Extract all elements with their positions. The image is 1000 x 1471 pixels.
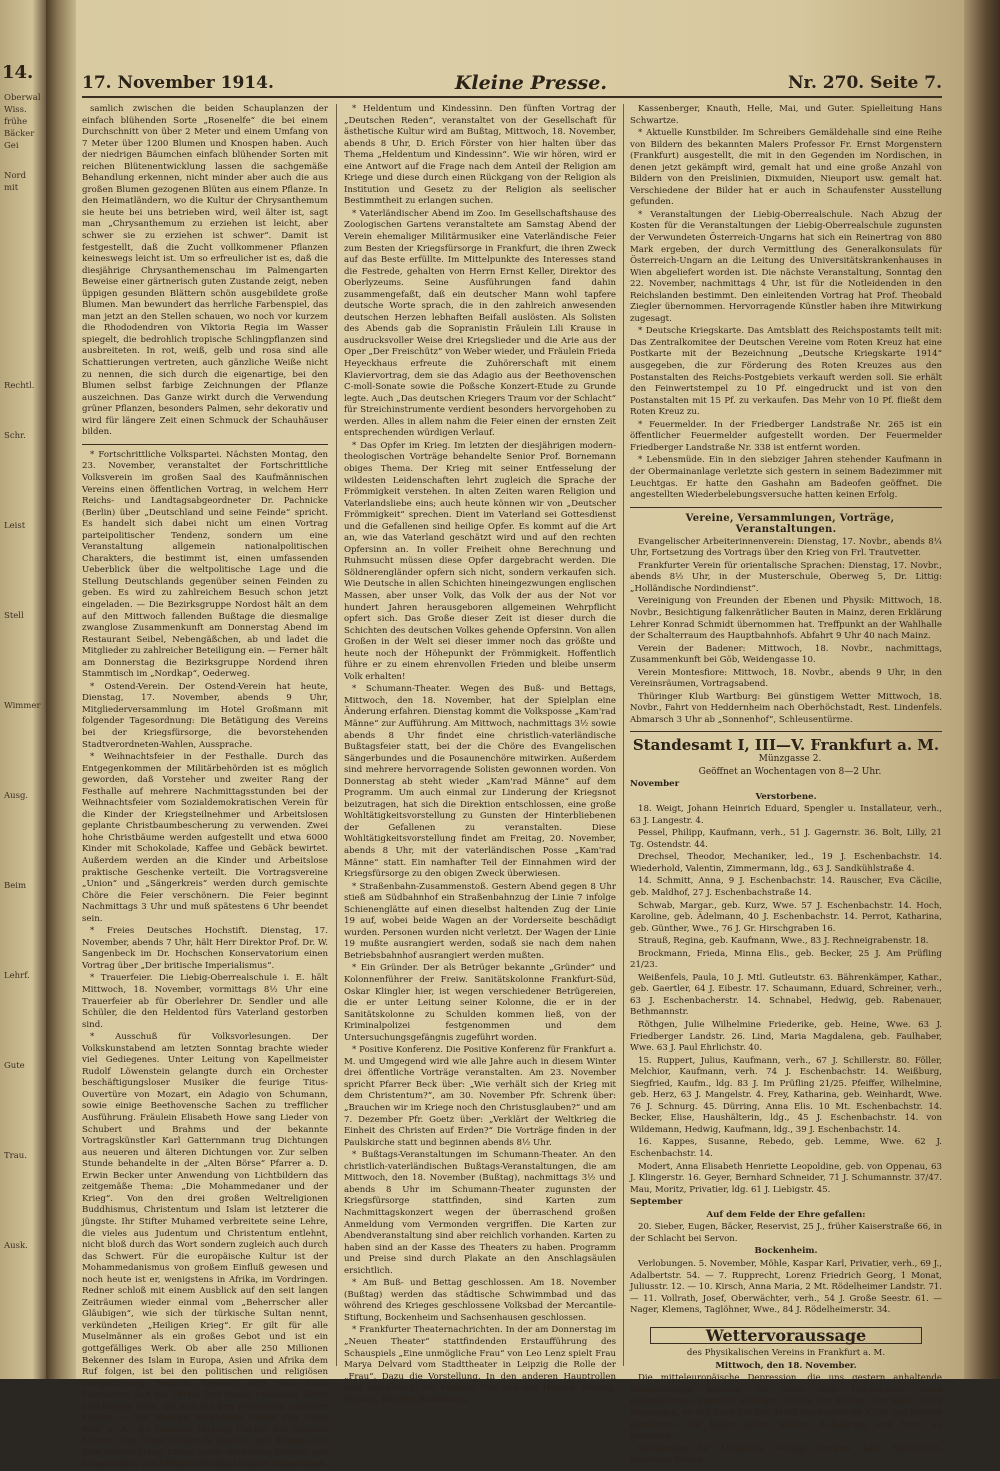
article-volksvorlesungen: * Ausschuß für Volksvorlesungen. Der Volkskunstabend am letzten Sonntag brachte wieder viel Gediegenes. Unter Leitung von Kapellmeister Rudolf Löwenstein gelangte durch ein Orchester beschäftigungsloser Musiker die feurige Titus-Ouvertüre von Mozart, ein Adagio von Schumann, sowie einige Beethovensche Sachen zu trefflicher Ausführung. Fräulein Elisabeth Howe sang Lieder von Schubert und Brahms und der bekannte Vortragskünstler Karl Gatternmann trug Dichtungen aus neueren und älteren Dichtungen vor. Zur selben Stunde behandelte in der „Alten Börse“ Pfarrer a. D. Erwin Becker unter Anwendung von Lichtbildern das zeitgemäße Thema: „Die Mohammedaner und der Krieg“. Von den drei großen Weltreligionen Buddhismus, Christentum und Islam ist letzterer die jüngste. Ihr Stifter Muhamed verbreitete seine Lehre, die vieles aus Judentum und Christentum entlehnt, nicht bloß durch das Wort sondern zugleich auch durch das Schwert. Für die europäische Kultur ist der Mohammedanismus von großem Einfluß gewesen und noch heute ist er, wenigstens in Afrika, im Vordringen. Redner schloß mit einem Ausblick auf den seit langen Zeiträumen wieder einmal vom „Beherrscher aller Gläubigen“, wie sich der türkische Sultan nennt, verkündeten „Heiligen Krieg“. Er gilt für alle Muselmänner als ein großes Gebot und ist ein gottgefälliges Werk. Ob aber alle 250 Millionen Bekenner des Islam in Europa, Asien und Afrika dem Ruf folgen, ist bei den politischen und religiösen Zersplitterung fraglich. Deshalb darf man nicht übersehen, daß die Türkei ihre neuen religiösen Weise durchzogen wird, die sich bei den politischen Gebieten äußert. — Der Vortrag unrahmten Lieder von Hugo Wolf u. A., die Fräulein Hedwig Fischer mit schöner Stimme und feiner Ausdruck brachte, und Einiges aus dem Westöstlichen Divan, sowie zahlreiche Helden- und Siegeslieder, von Fräulein Nechtild Schein vorgetragen. [82, 1032, 328, 1470]
verein-entry: Frankfurter Verein für orientalische Sprachen: Dienstag, 17. Novbr., abends 8½ Uhr, in der Musterschule, Oberweg 5, Dr. Littig: „Holländische Nordindienst“. [630, 560, 942, 594]
bockenheim-heading: Bockenheim. [754, 1246, 818, 1257]
death-entry: Röthgen, Julie Wilhelmine Friederike, geb. Heine, Wwe. 63 J. Friedberger Landstr. 26. Lind, Maria Magdalena, geb. Faulhaber, Wwe. 63 J. Paul Ehrlichstr. 40. [630, 1020, 942, 1054]
death-entry: Drechsel, Theodor, Mechaniker, led., 19 J. Eschenbachstr. 14. Wiederhold, Valentin, Zimmermann, ldg., 63 J. Sandkühlstraße 4. [630, 852, 942, 874]
left-page-fragment: Ausg. [4, 791, 29, 801]
column-2 [344, 104, 616, 1405]
left-page-fragment: Stell [4, 611, 24, 621]
left-page-fragment: Wimmer [4, 701, 41, 711]
article-feuermelder: * Feuermelder. In der Friedberger Landstraße Nr. 265 ist ein öffentlicher Feuermelder aufgestellt worden. Der Feuermelder Friedberger Landstraße Nr. 338 ist entfernt worden. [630, 419, 942, 453]
left-page-fragment: Beim [4, 881, 27, 891]
left-page-fragment: Ausk. [4, 1241, 28, 1251]
death-entry: Pessel, Philipp, Kaufmann, verh., 51 J. Gagernstr. 36. Bolt, Lilly, 21 Tg. Ostendstr. 44. [630, 828, 942, 850]
left-page-fragment: Oberwal [4, 93, 41, 103]
article-schumann-theater: * Schumann-Theater. Wegen des Buß- und Bettags, Mittwoch, den 18. November, hat der Spielplan eine Änderung erfahren. Dienstag kommt die Volksposse „Kam'rad Männe“ zur Aufführung. Am Mittwoch, nachmittags 3½ sowie abends 8 Uhr findet eine christlich-vaterländische Bußtagsfeier statt, bei der die Chöre des Evangelischen Sängerbundes und die Posaunenchöre mitwirken. Außerdem sind mehrere hervorragende Solisten gewonnen worden. Von Donnerstag ab steht wieder „Kam'rad Männe“ auf dem Programm. Um auch einmal zur Linderung der Kriegsnot beizutragen, hat sich die Direktion entschlossen, eine große Wohltätigkeitsvorstellung zu Gunsten der Hinterbliebenen der Gefallenen zu veranstalten. Diese Wohltätigkeitsvorstellung findet am Freitag, 20. November, abends 8 Uhr, mit der vaterländischen Posse „Kam'rad Männe“ statt. Ein namhafter Teil der Einnahmen wird der Kriegsfürsorge zu den obigen Zweck überwiesen. [344, 684, 616, 880]
article-strassenbahn: * Straßenbahn-Zusammenstoß. Gestern Abend gegen 8 Uhr stieß am Südbahnhof ein Straßenbahnzug der Linie 7 infolge Schienenglätte auf einen dieselbst haltenden Zug der Linie 19 auf, wobei beide Wagen an der Vorderseite beschädigt wurden. Personen wurden nicht verletzt. Der Wagen der Linie 19 mußte ausrangiert werden, sodaß sie nach dem nahen Betriebsbahnhof ausrangiert werden mußten. [344, 881, 616, 961]
newspaper-page [82, 60, 962, 1470]
death-entry: 20. Sieber, Eugen, Bäcker, Reservist, 25 J., früher Kaiserstraße 66, in der Schlacht bei Servon. [630, 1222, 942, 1244]
death-entry: Verlobungen. 5. November, Möhle, Kaspar Karl, Privatier, verh., 69 J., Adalbertstr. 54. — 7. Rupprecht, Lorenz Friedrich Georg, 1 Monat, Juliusstr. 12. — 10. Kirsch, Anna Maria, 2 Mt. Rödelheimer Landstr. 71. — 11. Vollrath, Josef, Oberwächter, verh., 54 J. Große Seestr. 61. — Nager, Klemens, Taglöhner, Wwe., 84 J. Rödelheimerstr. 34. [630, 1258, 942, 1316]
death-entry: Modert, Anna Elisabeth Henriette Leopoldine, geb. von Oppenau, 63 J. Klingerstr. 16. Geyer, Bernhard Schneider, 71 J. Schumannstr. 37/47. Mau, Moritz, Privatier, ldg. 61 J. Liebigstr. 45. [630, 1161, 942, 1195]
wetter-date: Mittwoch, den 18. November. [715, 1360, 857, 1371]
article-lebensmuede: * Lebensmüde. Ein in den siebziger Jahren stehender Kaufmann in der Obermainanlage verletzte sich gestern in seinem Badezimmer mit Leuchtgas. Er hatte den Gashahn am Badeofen geöffnet. Die angestellten Wiederbelebungsversuche hatten keinen Erfolg. [630, 455, 942, 501]
standesamt-heading: Standesamt I, III—V. Frankfurt a. M. [632, 736, 940, 755]
column-separator [336, 104, 337, 1366]
divider [630, 507, 942, 508]
standesamt-hours: Geöffnet an Wochentagen von 8—2 Uhr. [698, 766, 882, 777]
left-page-fragment: Rechtl. [4, 381, 35, 391]
page-header [82, 70, 942, 96]
vereine-heading: Vereine, Versammlungen, Vorträge, Veranstaltungen. [685, 512, 895, 536]
left-page-fragment: Nord [4, 171, 27, 181]
verein-entry: Evangelischer Arbeiterinnenverein: Dienstag, 17. Novbr., abends 8¼ Uhr, Fortsetzung des Vortrags über den Krieg von Frl. Trautvetter. [630, 536, 942, 559]
verein-entry: Thüringer Klub Wartburg: Bei günstigem Wetter Mittwoch, 18. Novbr., Fahrt von Heddernheim nach Oberhöchstadt, Rest. Lindenfels. Abmarsch 3 Uhr ab „Sonnenhof“, Schleusentürme. [630, 691, 942, 725]
book-gutter [46, 0, 76, 1379]
left-page-fragment: mit [4, 183, 19, 193]
left-page-fragment: Gei [4, 141, 19, 151]
article-ostend-verein: * Ostend-Verein. Der Ostend-Verein hat heute, Dienstag, 17. November, abends 9 Uhr, Mitgliederversammlung im Hotel Großmann mit folgender Tagesordnung: Die Betätigung des Vereins bei der Kriegsfürsorge, die bevorstehenden Stadtverordneten-Wahlen, Aussprache. [82, 681, 328, 750]
wetter-text: Die mitteleuropäische Depression, die uns gestern anhaltende Niederschläge brachte, ist unter dem Herannahen eines ausgedehnten, ziemlich kräftigen Hochs von Westen her nach Osten abgezogen, so daß auch bei uns durch Nordostwinde Kälte und Schnee abnehmen. Wir haben daher weitere Aufklärung und Frost zu erwarten. [630, 1373, 942, 1442]
article-vaterlaendischer-abend: * Vaterländischer Abend im Zoo. Im Gesellschaftshause des Zoologischen Gartens veranstaltete am Samstag Abend der Verein ehemaliger Militärmusiker eine Vaterländische Feier zum Besten der Kriegsfürsorge in Frankfurt, die ihren Zweck auf das Beste erfüllte. Im Mittelpunkte des Interesses stand die Festrede, gehalten von Herrn Ernst Keller, Direktor des Oberlyzeums. Seine Ausführungen fand dahin zusammengefaßt, daß ein deutscher Mann wohl tapfere deutsche Worte sprach, die in den zahlreich anwesenden deutschen Herzen lebhaften Beifall auslösten. Als Solisten des Abends gab die Sopranistin Fräulein Lili Krause in ausdrucksvoller Weise drei Kriegslieder und die Arie aus der Oper „Der Freischütz“ von Weber wieder, und Fräulein Frieda Heyeckhaus erfreute die Zuhörerschaft mit einem Klaviervortrag, dem sie das Adagio aus der Beethovenschen C-moll-Sonate sowie die Poßsche Konzert-Etude zu Grunde legte. Auch „Das deutschen Kriegers Traum vor der Schlacht“ für Streichinstrumente verdient besonders hervorgehoben zu werden. Alles in allem nahm die Feier einen der ernsten Zeit entsprechenden würdigen Verlauf. [344, 208, 616, 439]
left-page-fragment: Wiss. [4, 105, 27, 115]
verein-entry: Vereinigung von Freunden der Ebenen und Physik: Mittwoch, 18. Novbr., Besichtigung falkenrätlicher Bauten in Mainz, deren Erklärung Lehrer Konrad Schmidt übernommen hat. Treffpunkt an der Wahlhalle der Schalterraum des Hauptbahnhofs. Abfahrt 9 Uhr 40 nach Mainz. [630, 596, 942, 642]
left-page-fragment: Schr. [4, 431, 26, 441]
left-page-fragment: Bäcker [4, 129, 35, 139]
left-page-fragment: frühe [4, 117, 28, 127]
article-liebig-oberrealschule: * Veranstaltungen der Liebig-Oberrealschule. Nach Abzug der Kosten für die Veranstaltungen der Liebig-Oberrealschule zugunsten der Verwundeten Österreich-Ungarns hat sich ein Reinertrag von 880 Mark ergeben, der durch Vermittlung des Generalkonsulats für Österreich-Ungarn an die Leitung des Universitätskrankenhauses in Wien abgeliefert worden ist. Die nächste Veranstaltung, Sonntag den 22. November, nachmittags 4 Uhr, ist für die Notleidenden in den Reichslanden bestimmt. Den einleitenden Vortrag hat Prof. Theobald Ziegler übernommen. Hervorragende Künstler haben ihre Mitwirkung zugesagt. [630, 209, 942, 324]
verein-entry: Verein Montesfiore: Mittwoch, 18. Novbr., abends 9 Uhr, in den Vereinsräumen, Vortragsabend. [630, 667, 942, 690]
left-page-fragment: Lehrf. [4, 971, 30, 981]
death-entry: 16. Kappes, Susanne, Rebedo, geb. Lemme, Wwe. 62 J. Eschenbachstr. 14. [630, 1137, 942, 1160]
header-date: 17. November 1914. [82, 73, 274, 93]
divider [82, 444, 328, 445]
month-label: September [630, 1197, 683, 1208]
month-label: November [630, 779, 680, 790]
verein-entry: Verein der Badener: Mittwoch, 18. Novbr., nachmittags, Zusammenkunft bei Göb, Weidengasse 10. [630, 643, 942, 666]
left-page-fragment: Trau. [4, 1151, 27, 1161]
article-opfer-im-krieg: * Das Opfer im Krieg. Im letzten der diesjährigen modern-theologischen Vorträge behandelte Senior Prof. Bornemann obiges Thema. Der Krieg mit seiner Entfesselung der wildesten Leidenschaften lehrt zugleich die Sprache der Frömmigkeit verstehen. In alten Zeiten waren Religion und Vaterlandsliebe eins; auch heute können wir von „Deutscher Frömmigkeit“ sprechen. Dient im Vaterland sei Gottesdienst und die Gefallenen sind heilige Opfer. Es kommt auf die Art an, wie das Vaterland geschätzt wird und auf den rechten Opfersinn an. In voller Freiheit ohne Berechnung und Ruhmsucht müssen diese Opfer dargebracht werden. Die Söldnerengländer opfern sich nicht, sondern verkaufen sich. Wie Deutsche in allen Schichten hineingezwungen englischen Massen, aber unser Volk, das Volk der aus der Not vor hundert Jahren herausgeboren allgemeinen Wehrpflicht opfert sich. Das Große dieser Zeit ist dieser durch die Schichten des deutschen Volkes gehende Opfersinn. Von allen Großen in der Welt sei dieser immer noch das größte und heute noch der Höhepunkt der Frömmigkeit. Hoffentlich führe er zu einem ehrenvollen Frieden und bleibe unserm Volk erhalten! [344, 440, 616, 682]
death-entry: Strauß, Regina, geb. Kaufmann, Wwe., 83 J. Rechneigrabenstr. 18. [638, 936, 929, 947]
column-3 [630, 104, 942, 1466]
article-volkspartei: * Fortschrittliche Volkspartei. Nächsten Montag, den 23. November, veranstaltet der Fortschrittliche Volksverein im großen Saal des Kaufmännischen Vereins einen öffentlichen Vortrag, in welchem Herr Reichs- und Landtagsabgeordneter Dr. Pachnicke (Berlin) über „Deutschland und seine Feinde“ spricht. Es handelt sich dabei nicht um einen Vortrag parteipolitischer Tendenz, sondern um eine Veranstaltung allgemein nationalpolitischen Charakters, die bestimmt ist, einen umfassenden Ueberblick über die weltpolitische Lage und die Stellung Deutschlands gegenüber seinen Feinden zu geben. Es wird zu zahlreichem Besuch schon jetzt eingeladen. — Die Bezirksgruppe Nordost hält an dem auf den Mittwoch fallenden Bußtage die diesmalige zwanglose Zusammenkunft am Donnerstag Abend im Restaurant Seibel, Nebengäßchen, ab und ladet die Mitglieder zu zahlreicher Beteiligung ein. — Ferner hält am Donnerstag die Bezirksgruppe Nordend ihren Stammtisch im „Nordkap“, Oederweg. [82, 449, 328, 680]
article-chrysanthemum: samlich zwischen die beiden Schauplanzen der einfach blühenden Sorte „Rosenelfe“ die bei einem Durchschnitt von über 2 Meter und einem Umfang von 7 Meter über 1200 Blumen und Knospen haben. Auch der niedrigen Bäumchen einfach blühender Sorten mit reichen Blütenentwicklung lassen die sachgemäße Behandlung erkennen, nicht minder aber auch die aus großen Blumen gezogenen Blüten aus einem Pflanze. In den Heimatländern, wo die Kultur der Chrysanthemum sie heute bei uns betrieben wird, weil älter ist, sagt man „Chrysanthemum zu erziehen ist leicht, aber schwer sie zu erziehen ist schwer“. Damit ist festgestellt, daß die Zucht vollkommener Pflanzen keineswegs leicht ist. Um so erfreulicher ist es, daß die diesjährige Chrysanthemenschau im Palmengarten Beweise einer gärtnerisch guten Zustande zeigt, neben üppigen gesunden Blättern schön ausgebildete große Blumen. Man bewundert das herrliche Farbenspiel, das man jetzt an den Stellen schauen, wo noch vor kurzem die Rhododendren von Viktoria Regia im Wasser spiegelt, die bedrohlich tropische Schlingpflanzen sind ausbreiteten. In rot, weiß, gelb und rosa sind alle Schattierungen vertreten, auch gänzliche Weiße nicht zu nennen, die sich durch die eigenartige, bei den Blumen selbst farbige Zeichnungen der Pflanze auszeichnen. Das Ganze wirkt durch die Verwendung grüner Pflanzen, besonders Palmen, sehr dekorativ und wird für längere Zeit einen Schmuck der Schauhäuser bilden. [82, 104, 328, 438]
article-bettag-geschlossen: * Am Buß- und Bettag geschlossen. Am 18. November (Bußtag) werden das städtische Schwimmbad und das wöhrend des Krieges geschlossene Volksbad der Mercantile-Stiftung, Bockenheim und Sachsenhausen geschlossen. [344, 1278, 616, 1323]
article-kunstbilder: * Aktuelle Kunstbilder. Im Schreibers Gemäldehalle sind eine Reihe von Bildern des bekannten Malers Professor Fr. Ernst Morgenstern (Frankfurt) ausgestellt, die mit in den Gegenden im Nordischen, in denen jetzt gekämpft wird, gemalt hat und eine große Anzahl von Bildern von den Preislinien, Dixmuiden, Nieuport usw. gemalt hat. Verschiedene der Bilder hat er auch in Schaufenster Ausstellung gefunden. [630, 128, 942, 208]
article-heldentum: * Heldentum und Kindessinn. Den fünften Vortrag der „Deutschen Reden“, veranstaltet von der Gesellschaft für ästhetische Kultur wird am Bußtag, Mittwoch, 18. November, abends 8 Uhr, D. Erich Förster von hier halten über das Thema „Heldentum und Kindessinn“. Wie wir hören, wird er eine Antwort auf die Frage nach dem Anteil der Religion am Kriege und diese durch einen Rückgang von der Religion als Institution und Gesetz zu der Religion als seelischer Bestimmtheit zu erlangen suchen. [344, 104, 616, 207]
left-page-fragment: Leist [4, 521, 26, 531]
left-page-edge [0, 0, 46, 1379]
wetter-forecast: Vorhersage für Mittwoch: Wolkig, trocken, kalt, Nachtfrost, nördliche Winde. [630, 1443, 942, 1466]
death-entry: Weißenfels, Paula, 10 J. Mtl. Gutleutstr. 63. Bährenkämper, Kathar., geb. Gaertler, 64 J. Eibestr. 17. Schaumann, Eduard, Schreiner, verh., 63 J. Eschenbacherstr. 14. Schnabel, Hedwig, geb. Rabenauer, Bethmannstr. [630, 972, 942, 1018]
article-continued: Kassenberger, Knauth, Helle, Mai, und Guter. Spielleitung Hans Schwartze. [630, 104, 942, 126]
death-entry: Schwab, Margar., geb. Kurz, Wwe. 57 J. Eschenbachstr. 14. Hoch, Karoline, geb. Ädelmann, 40 J. Eschenbachstr. 14. Perrot, Katharina, geb. Günther, Wwe., 76 J. Gr. Hirschgraben 16. [630, 900, 942, 934]
death-entry: 18. Weigt, Johann Heinrich Eduard, Spengler u. Installateur, verh., 63 J. Langestr. 4. [630, 804, 942, 826]
wettervoraussage-heading: Wettervoraussage [650, 1327, 922, 1345]
header-rule [82, 96, 942, 98]
article-positive-konferenz: * Positive Konferenz. Die Positive Konferenz für Frankfurt a. M. und Umgegend wird wie alle Jahre auch in diesem Winter drei öffentliche Vorträge veranstalten. Am 23. November spricht Pfarrer Beck über: „Wie verhält sich der Krieg mit dem Christentum?“, am 30. November Pfr. Schrenk über: „Brauchen wir im Kriege noch den Christusglauben?“ und am 7. Dezember Pfr. Goetz über: „Verklärt der Weltkrieg die Einheit des Christen auf Erden?“ Die Vorträge finden in der Paulskirche statt und beginnen abends 8½ Uhr. [344, 1045, 616, 1148]
article-theaternachrichten: * Frankfurter Theaternachrichten. In der am Donnerstag im „Neuen Theater“ stattfindenden Erstaufführung des Schauspiels „Eine unmögliche Frau“ von Leo Lenz spielt Frau Marya Delvard vom Stadttheater in Leipzig die Rolle der „Frau“. Dazu die Vorstellung. In den anderen Hauptrollen sind beschäftigt: Bei Marieta Olly und den Herren: Heding, Fromet, Klöpfer, Rödenbock. [344, 1325, 616, 1405]
column-1 [82, 104, 328, 1470]
article-hochstift: * Freies Deutsches Hochstift. Dienstag, 17. November, abends 7 Uhr, hält Herr Direktor Prof. Dr. W. Sangenbeck im Dr. Hochschen Konservatorium einen Vortrag über „Der britische Imperialismus“. [82, 926, 328, 971]
article-trauerfeier: * Trauerfeier. Die Liebig-Oberrealschule i. E. hält Mittwoch, 18. November, vormittags 8½ Uhr eine Trauerfeier ab für Oberlehrer Dr. Sendler und alle Schüler, die den Heldentod fürs Vaterland gestorben sind. [82, 973, 328, 1030]
header-masthead: Kleine Presse. [454, 72, 607, 94]
left-page-number: 14. [2, 62, 34, 83]
header-issue-page: Nr. 270. Seite 7. [788, 73, 942, 93]
verstorbene-heading: Verstorbene. [755, 791, 817, 802]
left-page-fragment: Gute [4, 1061, 25, 1071]
right-page-edge [964, 0, 1000, 1379]
divider [630, 731, 942, 732]
wetter-source: des Physikalischen Vereins in Frankfurt a. M. [686, 1348, 886, 1359]
gefallen-heading: Auf dem Felde der Ehre gefallen: [706, 1209, 866, 1220]
death-entry: Brockmann, Frieda, Minna Elis., geb. Becker, 25 J. Am Prüfling 21/23. [630, 948, 942, 971]
article-busstag-veranstaltungen: * Bußtags-Veranstaltungen im Schumann-Theater. An den christlich-vaterländischen Bußtags-Veranstaltungen, die am Mittwoch, den 18. November (Bußtag), nachmittags 3½ und abends 8 Uhr im Schumann-Theater zugunsten der Kriegsfürsorge stattfinden, sind Karten zum Nachmittagskonzert wegen der überraschend großen Anmeldung vom Vermonden vergriffen. Die Karten zur Abendveranstaltung sind aber reichlich vorhanden. Karten zu haben sind an der Kasse des Theaters zu haben. Programm und Preise sind durch Plakate an den Anschlagsäulen ersichtlich. [344, 1150, 616, 1276]
death-entry: 15. Ruppert, Julius, Kaufmann, verh., 67 J. Schillerstr. 80. Föller, Melchior, Kaufmann, verh. 74 J. Eschenbachstr. 14. Weißburg, Siegfried, Kaufm., ldg. 83 J. Im Prüfling 21/25. Pfeiffer, Wilhelmine, geb. Herz, 63 J. Mangelstr. 4. Frey, Katharina, geb. Weinhardt, Wwe. 76 J. Schnurg. 45. Dürring, Anna Elis. 10 Mt. Eschenbachstr. 14. Becker, Elise, Haushälterin, ldg., 45 J. Eschenbachstr. 14. von Wildemann, Hedwig, Kaufmann, ldg., 39 J. Eschenbachstr. 14. [630, 1055, 942, 1135]
death-entry: 14. Schmitt, Anna, 9 J. Eschenbachstr. 14. Rauscher, Eva Cäcilie, geb. Maldhof, 27 J. Eschenbachstraße 14. [630, 876, 942, 898]
article-gruender: * Ein Gründer. Der als Betrüger bekannte „Gründer“ und Kolonnenführer der Freiw. Sanitätskolonne Frankfurt-Süd, Oskar Klingler hier, ist wegen verschiedener Betrügereien, die er unter Leitung seiner Kolonne, die er in der Sanitätskolonne zu Schulden kommen ließ, von der Kriminalpolizei festgenommen und dem Untersuchungsgefängnis zugeführt worden. [344, 963, 616, 1043]
standesamt-address: Münzgasse 2. [758, 753, 822, 764]
article-weihnachtsfeier: * Weihnachtsfeier in der Festhalle. Durch das Entgegenkommen der Militärbehörden ist es möglich geworden, daß Vorsteher und zweiter Rang der Festhalle auf mehrere Nachmittagsstunden bei der Weihnachtsfeier vom Sozialdemokratischen Verein für die Kinder der Kriegsteilnehmer und Arbeitslosen geplante Christbaumbescherung zu verwenden. Zwei hohe Christbäume werden aufgestellt und etwa 6000 Kinder mit Schokolade, Kaffee und Gebäck bewirtet. Außerdem werden an die Kinder und Arbeitslose praktische Geschenke verteilt. Die Vortragsvereine „Union“ und „Sängerkreis“ werden durch gemischte Chöre die Feier verschönern. Die Feier beginnt Nachmittags 3 Uhr und muß spätestens 6 Uhr beendet sein. [82, 752, 328, 924]
article-kriegskarte: * Deutsche Kriegskarte. Das Amtsblatt des Reichspostamts teilt mit: Das Zentralkomitee der Deutschen Vereine vom Roten Kreuz hat eine Postkarte mit der Bezeichnung „Deutsche Kriegskarte 1914“ ausgegeben, die zur Förderung des Roten Kreuzes aus den Postanstalten des Reichs-Postgebiets verkauft werden soll. Sie erhält den Feinwertstempel zu 10 Pf. eingedruckt und ist von den Postanstalten mit 15 Pf. zu verkaufen. Das Mehr von 10 Pf. fließt dem Roten Kreuz zu. [630, 326, 942, 418]
column-separator [623, 104, 624, 1366]
